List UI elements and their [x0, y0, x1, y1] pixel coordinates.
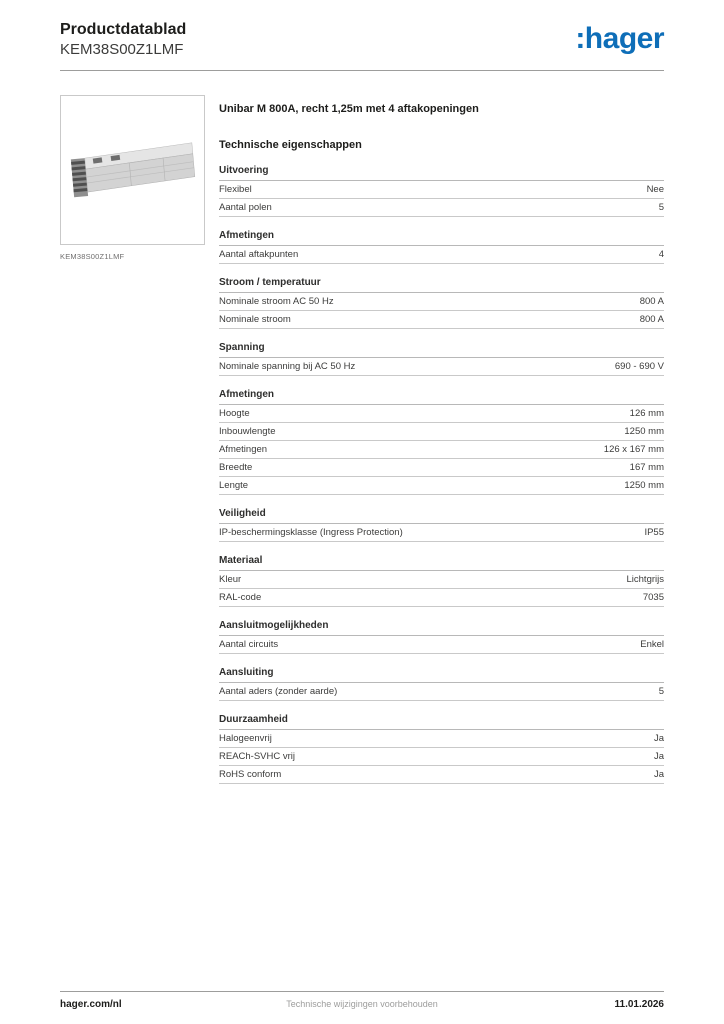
spec-row [219, 358, 664, 376]
footer [60, 991, 664, 1010]
spec-value: Ja [653, 750, 664, 762]
spec-value: 5 [658, 201, 664, 213]
spec-row [219, 477, 664, 495]
spec-value: 800 A [639, 313, 664, 325]
spec-row [219, 636, 664, 654]
spec-section-title: Veiligheid [219, 506, 664, 524]
spec-label: Nominale spanning bij AC 50 Hz [219, 360, 356, 372]
spec-section [219, 553, 664, 607]
spec-row [219, 311, 664, 329]
spec-row [219, 524, 664, 542]
spec-value: 1250 mm [624, 479, 664, 491]
spec-row [219, 683, 664, 701]
spec-row [219, 730, 664, 748]
spec-section [219, 163, 664, 217]
footer-disclaimer: Technische wijzigingen voorbehouden [286, 999, 438, 1009]
spec-label: Lengte [219, 479, 249, 491]
main-content [0, 71, 724, 795]
spec-value: Nee [646, 183, 664, 195]
product-name: Unibar M 800A, recht 1,25m met 4 aftakopeningen [219, 102, 479, 115]
tech-properties-heading: Technische eigenschappen [219, 138, 362, 151]
spec-value: 167 mm [629, 461, 664, 473]
busbar-product-image [68, 104, 198, 236]
footer-date: 11.01.2026 [614, 999, 664, 1010]
product-image-caption: KEM38S00Z1LMF [60, 251, 125, 261]
footer-site-link[interactable]: hager.com/nl [60, 999, 122, 1010]
spec-section [219, 665, 664, 701]
spec-row [219, 293, 664, 311]
spec-row [219, 589, 664, 607]
spec-label: RoHS conform [219, 768, 282, 780]
spec-section-title: Stroom / temperatuur [219, 275, 664, 293]
spec-label: RAL-code [219, 591, 262, 603]
spec-section [219, 275, 664, 329]
spec-row [219, 246, 664, 264]
spec-label: Kleur [219, 573, 242, 585]
spec-label: Nominale stroom AC 50 Hz [219, 295, 334, 307]
hager-logo: :hager [575, 22, 664, 55]
spec-section [219, 712, 664, 784]
spec-row [219, 199, 664, 217]
product-code: KEM38S00Z1LMF [60, 41, 184, 58]
spec-section [219, 340, 664, 376]
page-title: Productdatablad [60, 21, 187, 38]
spec-value: 1250 mm [624, 425, 664, 437]
spec-section [219, 618, 664, 654]
spec-value: Lichtgrijs [626, 573, 664, 585]
spec-value: IP55 [644, 526, 664, 538]
spec-value: 5 [658, 685, 664, 697]
header-titles [60, 20, 186, 60]
spec-value: 800 A [639, 295, 664, 307]
spec-label: REACh-SVHC vrij [219, 750, 296, 762]
spec-section-title: Uitvoering [219, 163, 664, 181]
spec-section-title: Aansluiting [219, 665, 664, 683]
spec-column [219, 95, 664, 795]
spec-label: IP-beschermingsklasse (Ingress Protection) [219, 526, 403, 538]
spec-label: Breedte [219, 461, 253, 473]
spec-value: 4 [658, 248, 664, 260]
spec-row [219, 571, 664, 589]
spec-value: 126 mm [629, 407, 664, 419]
spec-label: Hoogte [219, 407, 250, 419]
spec-value: 126 x 167 mm [603, 443, 664, 455]
spec-row [219, 181, 664, 199]
spec-section-title: Spanning [219, 340, 664, 358]
spec-value: 7035 [642, 591, 664, 603]
spec-label: Aantal circuits [219, 638, 279, 650]
spec-label: Aantal polen [219, 201, 272, 213]
spec-value: Ja [653, 732, 664, 744]
spec-value: Enkel [640, 638, 664, 650]
spec-label: Aantal aftakpunten [219, 248, 299, 260]
spec-label: Nominale stroom [219, 313, 291, 325]
spec-section [219, 387, 664, 495]
spec-section-title: Aansluitmogelijkheden [219, 618, 664, 636]
product-image-column [60, 95, 205, 795]
header [0, 0, 724, 60]
spec-section-title: Materiaal [219, 553, 664, 571]
spec-label: Inbouwlengte [219, 425, 276, 437]
spec-row [219, 766, 664, 784]
spec-section-title: Afmetingen [219, 228, 664, 246]
spec-row [219, 441, 664, 459]
spec-value: 690 - 690 V [614, 360, 664, 372]
spec-section [219, 506, 664, 542]
spec-label: Flexibel [219, 183, 252, 195]
spec-row [219, 459, 664, 477]
spec-row [219, 748, 664, 766]
spec-label: Aantal aders (zonder aarde) [219, 685, 338, 697]
spec-section [219, 228, 664, 264]
footer-row [60, 999, 664, 1010]
spec-section-title: Duurzaamheid [219, 712, 664, 730]
spec-section-title: Afmetingen [219, 387, 664, 405]
spec-sections [219, 163, 664, 784]
spec-row [219, 423, 664, 441]
spec-row [219, 405, 664, 423]
product-image-frame [60, 95, 205, 245]
spec-label: Afmetingen [219, 443, 268, 455]
spec-label: Halogeenvrij [219, 732, 272, 744]
spec-value: Ja [653, 768, 664, 780]
